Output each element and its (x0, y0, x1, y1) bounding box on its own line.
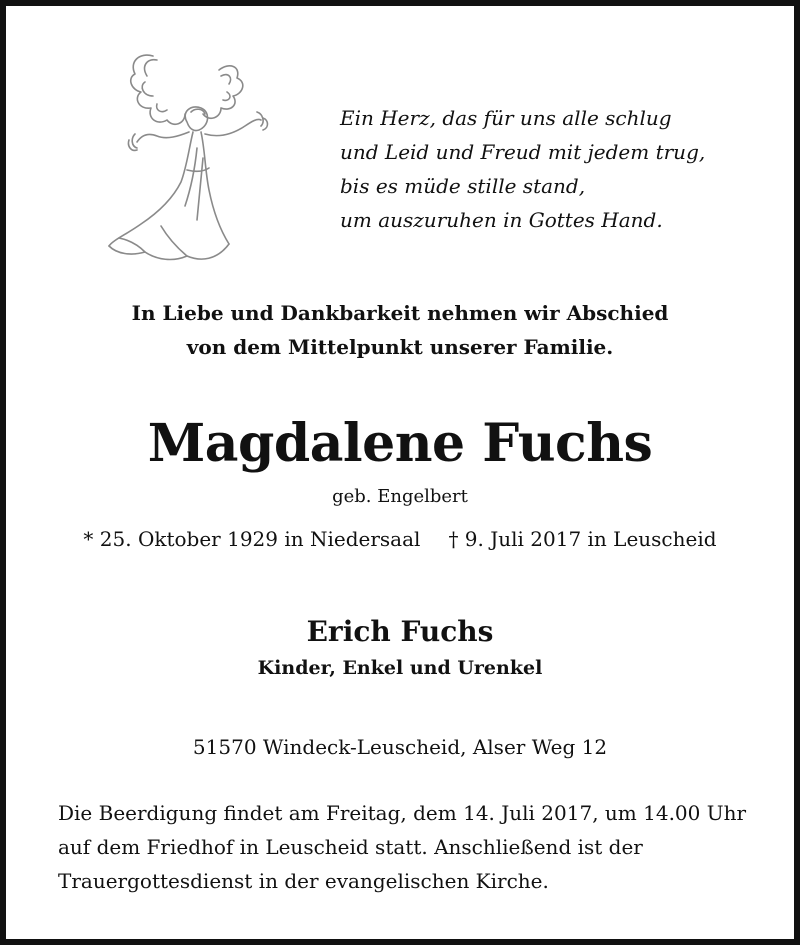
poem-line: um auszuruhen in Gottes Hand. (340, 208, 663, 232)
poem-line: bis es müde stille stand, (340, 174, 586, 198)
farewell-line: von dem Mittelpunkt unserer Familie. (186, 335, 614, 359)
poem-verse (340, 101, 705, 237)
farewell-message (6, 296, 794, 364)
poem-line: Ein Herz, das für uns alle schlug (340, 106, 672, 130)
funeral-line: auf dem Friedhof in Leuscheid statt. Anschließend ist der (58, 835, 643, 859)
primary-mourner: Erich Fuchs (306, 615, 494, 648)
farewell-line: In Liebe und Dankbarkeit nehmen wir Abschied (131, 301, 669, 325)
birth-date: * 25. Oktober 1929 in Niedersaal (83, 527, 421, 551)
funeral-line: Trauergottesdienst in der evangelischen Kirche. (58, 869, 549, 893)
deceased-name: Magdalene Fuchs (147, 413, 653, 474)
funeral-notice (58, 796, 778, 898)
angel-icon (101, 48, 276, 270)
maiden-name: geb. Engelbert (332, 486, 468, 507)
death-date: † 9. Juli 2017 in Leuscheid (448, 527, 717, 551)
family-mourners: Kinder, Enkel und Urenkel (257, 657, 543, 679)
family-address: 51570 Windeck-Leuscheid, Alser Weg 12 (192, 735, 608, 759)
life-dates (6, 523, 794, 555)
poem-line: und Leid und Freud mit jedem trug, (340, 140, 706, 164)
funeral-line: Die Beerdigung findet am Freitag, dem 14. Juli 2017, um 14.00 Uhr (58, 801, 747, 825)
